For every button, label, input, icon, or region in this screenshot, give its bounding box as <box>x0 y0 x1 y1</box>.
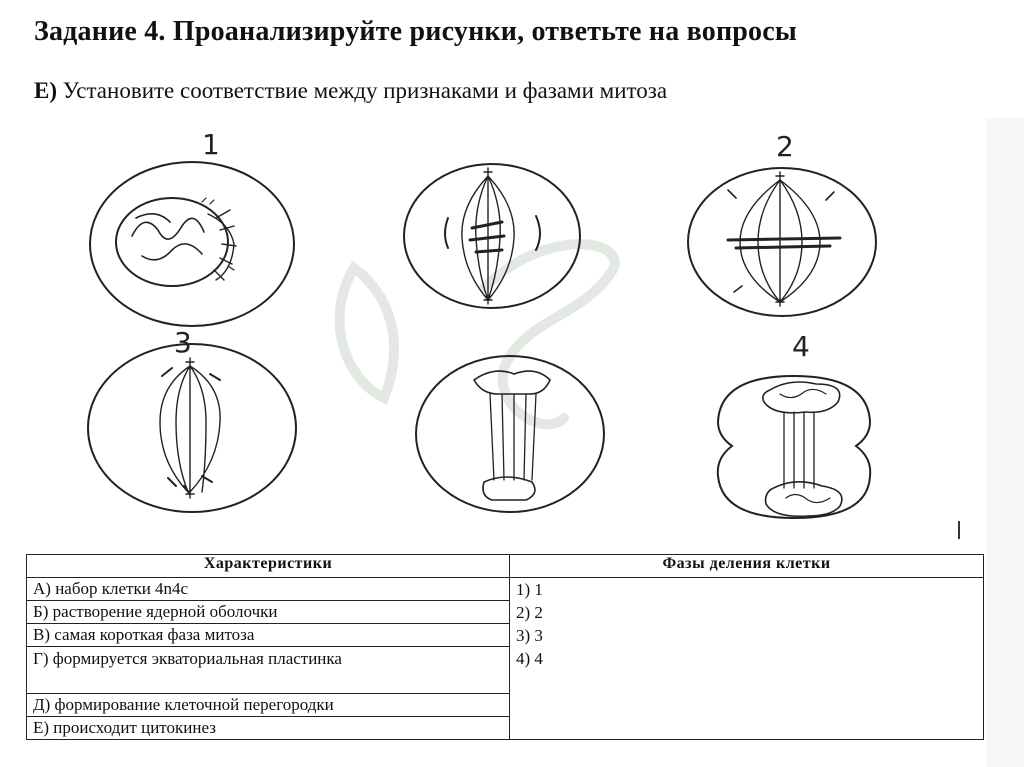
edge-mark <box>958 521 960 539</box>
cell-prophase-icon <box>90 162 294 326</box>
characteristic-v: В) самая короткая фаза митоза <box>27 624 510 647</box>
cell-telophase-icon <box>718 376 870 518</box>
mitosis-drawing <box>24 118 986 556</box>
page-title: Задание 4. Проанализируйте рисунки, ответьте на вопросы <box>34 16 797 47</box>
characteristic-g: Г) формируется экваториальная пластинка <box>27 647 510 694</box>
characteristic-e: Е) происходит цитокинез <box>27 717 510 740</box>
figure-label-4: 4 <box>792 330 810 363</box>
cell-anaphase-a-icon <box>88 344 296 512</box>
cell-metaphase-b-icon <box>688 168 876 316</box>
characteristic-a: А) набор клетки 4n4c <box>27 578 510 601</box>
figure-label-3: 3 <box>174 326 192 359</box>
task-letter: Е) <box>34 78 57 103</box>
watermark-icon <box>340 244 615 424</box>
mitosis-figure <box>24 118 986 556</box>
header-characteristics: Характеристики <box>27 555 510 578</box>
header-phases: Фазы деления клетки <box>510 555 984 578</box>
task-text: Установите соответствие между признаками и фазами митоза <box>62 78 668 103</box>
phase-option-2: 2) 2 <box>516 603 543 622</box>
cell-anaphase-b-icon <box>416 356 604 512</box>
characteristic-b: Б) растворение ядерной оболочки <box>27 601 510 624</box>
cell-metaphase-a-icon <box>404 164 580 308</box>
task-subtitle <box>34 78 667 104</box>
phase-option-3: 3) 3 <box>516 626 543 645</box>
side-strip <box>986 118 1024 767</box>
characteristic-d: Д) формирование клеточной перегородки <box>27 694 510 717</box>
figure-label-2: 2 <box>776 130 794 163</box>
figure-label-1: 1 <box>202 128 220 161</box>
phases-cell <box>510 578 984 740</box>
phase-option-4: 4) 4 <box>516 649 543 668</box>
phase-option-1: 1) 1 <box>516 580 543 599</box>
matching-table <box>26 554 984 740</box>
